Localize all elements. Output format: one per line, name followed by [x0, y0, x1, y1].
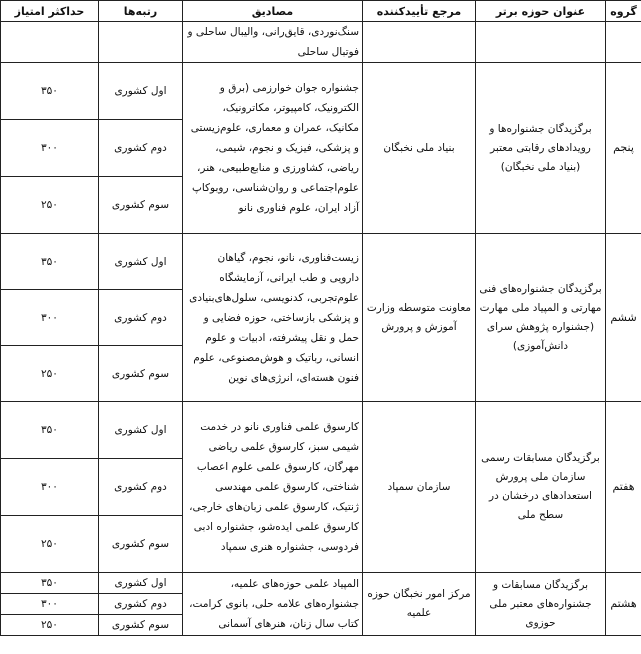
header-title: عنوان حوزه برتر: [476, 1, 606, 22]
rank-cell: سوم کشوری: [99, 177, 183, 234]
table-row: [1, 402, 641, 459]
table-row: [1, 63, 641, 120]
reference-cell: معاونت متوسطه وزارت آموزش و پرورش: [363, 234, 476, 402]
examples-cell: سنگ‌نوردی، قایق‌رانی، والیبال ساحلی و فوتبال ساحلی: [183, 22, 363, 63]
examples-cell: کارسوق علمی فناوری نانو در خدمت شیمی سبز، کارسوق علمی ریاضی مهرگان، کارسوق علمی علوم اعصاب شناختی، کارسوق علمی مهندسی ژنتیک، کارسوق علمی زبان‌های خارجی، کارسوق علمی ایده‌شو، جشنواره ادبی فردوسی، جشنواره هنری سمپاد: [183, 402, 363, 573]
rank-cell: سوم کشوری: [99, 516, 183, 573]
table-row: [1, 234, 641, 290]
rank-cell: [99, 22, 183, 63]
title-cell: برگزیدگان جشنواره‌های فنی مهارتی و المپیاد ملی مهارت (جشنواره پژوهش سرای دانش‌آموزی): [476, 234, 606, 402]
group-cell: [606, 22, 641, 63]
rank-cell: اول کشوری: [99, 402, 183, 459]
score-cell: ۲۵۰: [1, 615, 99, 636]
score-cell: ۳۰۰: [1, 120, 99, 177]
rank-cell: اول کشوری: [99, 63, 183, 120]
examples-cell: جشنواره جوان خوارزمی (برق و الکترونیک، کامپیوتر، مکاترونیک، مکانیک، عمران و معماری، علوم‌زیستی و پزشکی، فیزیک و نجوم، شیمی، ریاضی، کشاورزی و منابع‌طبیعی، هنر، علوم‌اجتماعی و روان‌شناسی، روبوکاپ آزاد ایران، علوم فناوری نانو: [183, 63, 363, 234]
rank-cell: دوم کشوری: [99, 594, 183, 615]
table-row: [1, 573, 641, 594]
header-examples: مصادیق: [183, 1, 363, 22]
score-cell: ۳۵۰: [1, 402, 99, 459]
score-cell: ۳۰۰: [1, 594, 99, 615]
header-reference: مرجع تأییدکننده: [363, 1, 476, 22]
title-cell: [476, 22, 606, 63]
score-cell: ۲۵۰: [1, 177, 99, 234]
score-cell: [1, 22, 99, 63]
rank-cell: اول کشوری: [99, 234, 183, 290]
rank-cell: دوم کشوری: [99, 290, 183, 346]
group-cell: پنجم: [606, 63, 641, 234]
score-cell: ۳۵۰: [1, 234, 99, 290]
reference-cell: [363, 22, 476, 63]
group-cell: هفتم: [606, 402, 641, 573]
rank-cell: دوم کشوری: [99, 120, 183, 177]
examples-cell: المپیاد علمی حوزه‌های علمیه، جشنواره‌های علامه حلی، بانوی کرامت، کتاب سال زنان، هنرهای آسمانی: [183, 573, 363, 636]
group-cell: هشتم: [606, 573, 641, 636]
reference-cell: سازمان سمپاد: [363, 402, 476, 573]
header-max-score: حداکثر امتیاز: [1, 1, 99, 22]
score-cell: ۳۰۰: [1, 459, 99, 516]
title-cell: برگزیدگان جشنواره‌ها و رویدادهای رقابتی معتبر (بنیاد ملی نخبگان): [476, 63, 606, 234]
score-cell: ۲۵۰: [1, 516, 99, 573]
group-cell: ششم: [606, 234, 641, 402]
score-cell: ۲۵۰: [1, 346, 99, 402]
score-cell: ۳۵۰: [1, 63, 99, 120]
score-cell: ۳۵۰: [1, 573, 99, 594]
table-header-row: [1, 1, 641, 22]
reference-cell: بنیاد ملی نخبگان: [363, 63, 476, 234]
rank-cell: سوم کشوری: [99, 346, 183, 402]
table-row: [1, 22, 641, 63]
title-cell: برگزیدگان مسابقات رسمی سازمان ملی پرورش استعدادهای درخشان در سطح ملی: [476, 402, 606, 573]
reference-cell: مرکز امور نخبگان حوزه علمیه: [363, 573, 476, 636]
rank-cell: دوم کشوری: [99, 459, 183, 516]
examples-cell: زیست‌فناوری، نانو، نجوم، گیاهان دارویی و طب ایرانی، آزمایشگاه علوم‌تجربی، کدنویسی، سلول‌های‌بنیادی و پزشکی بازساختی، حوزه فضایی و حمل و نقل پیشرفته، ادبیات و علوم انسانی، رباتیک و هوش‌مصنوعی، علوم فنون هسته‌ای، انرژی‌های نوین: [183, 234, 363, 402]
score-cell: ۳۰۰: [1, 290, 99, 346]
rank-cell: سوم کشوری: [99, 615, 183, 636]
header-group: گروه: [606, 1, 641, 22]
header-ranks: رتبه‌ها: [99, 1, 183, 22]
title-cell: برگزیدگان مسابقات و جشنواره‌های معتبر ملی حوزوی: [476, 573, 606, 636]
rank-cell: اول کشوری: [99, 573, 183, 594]
